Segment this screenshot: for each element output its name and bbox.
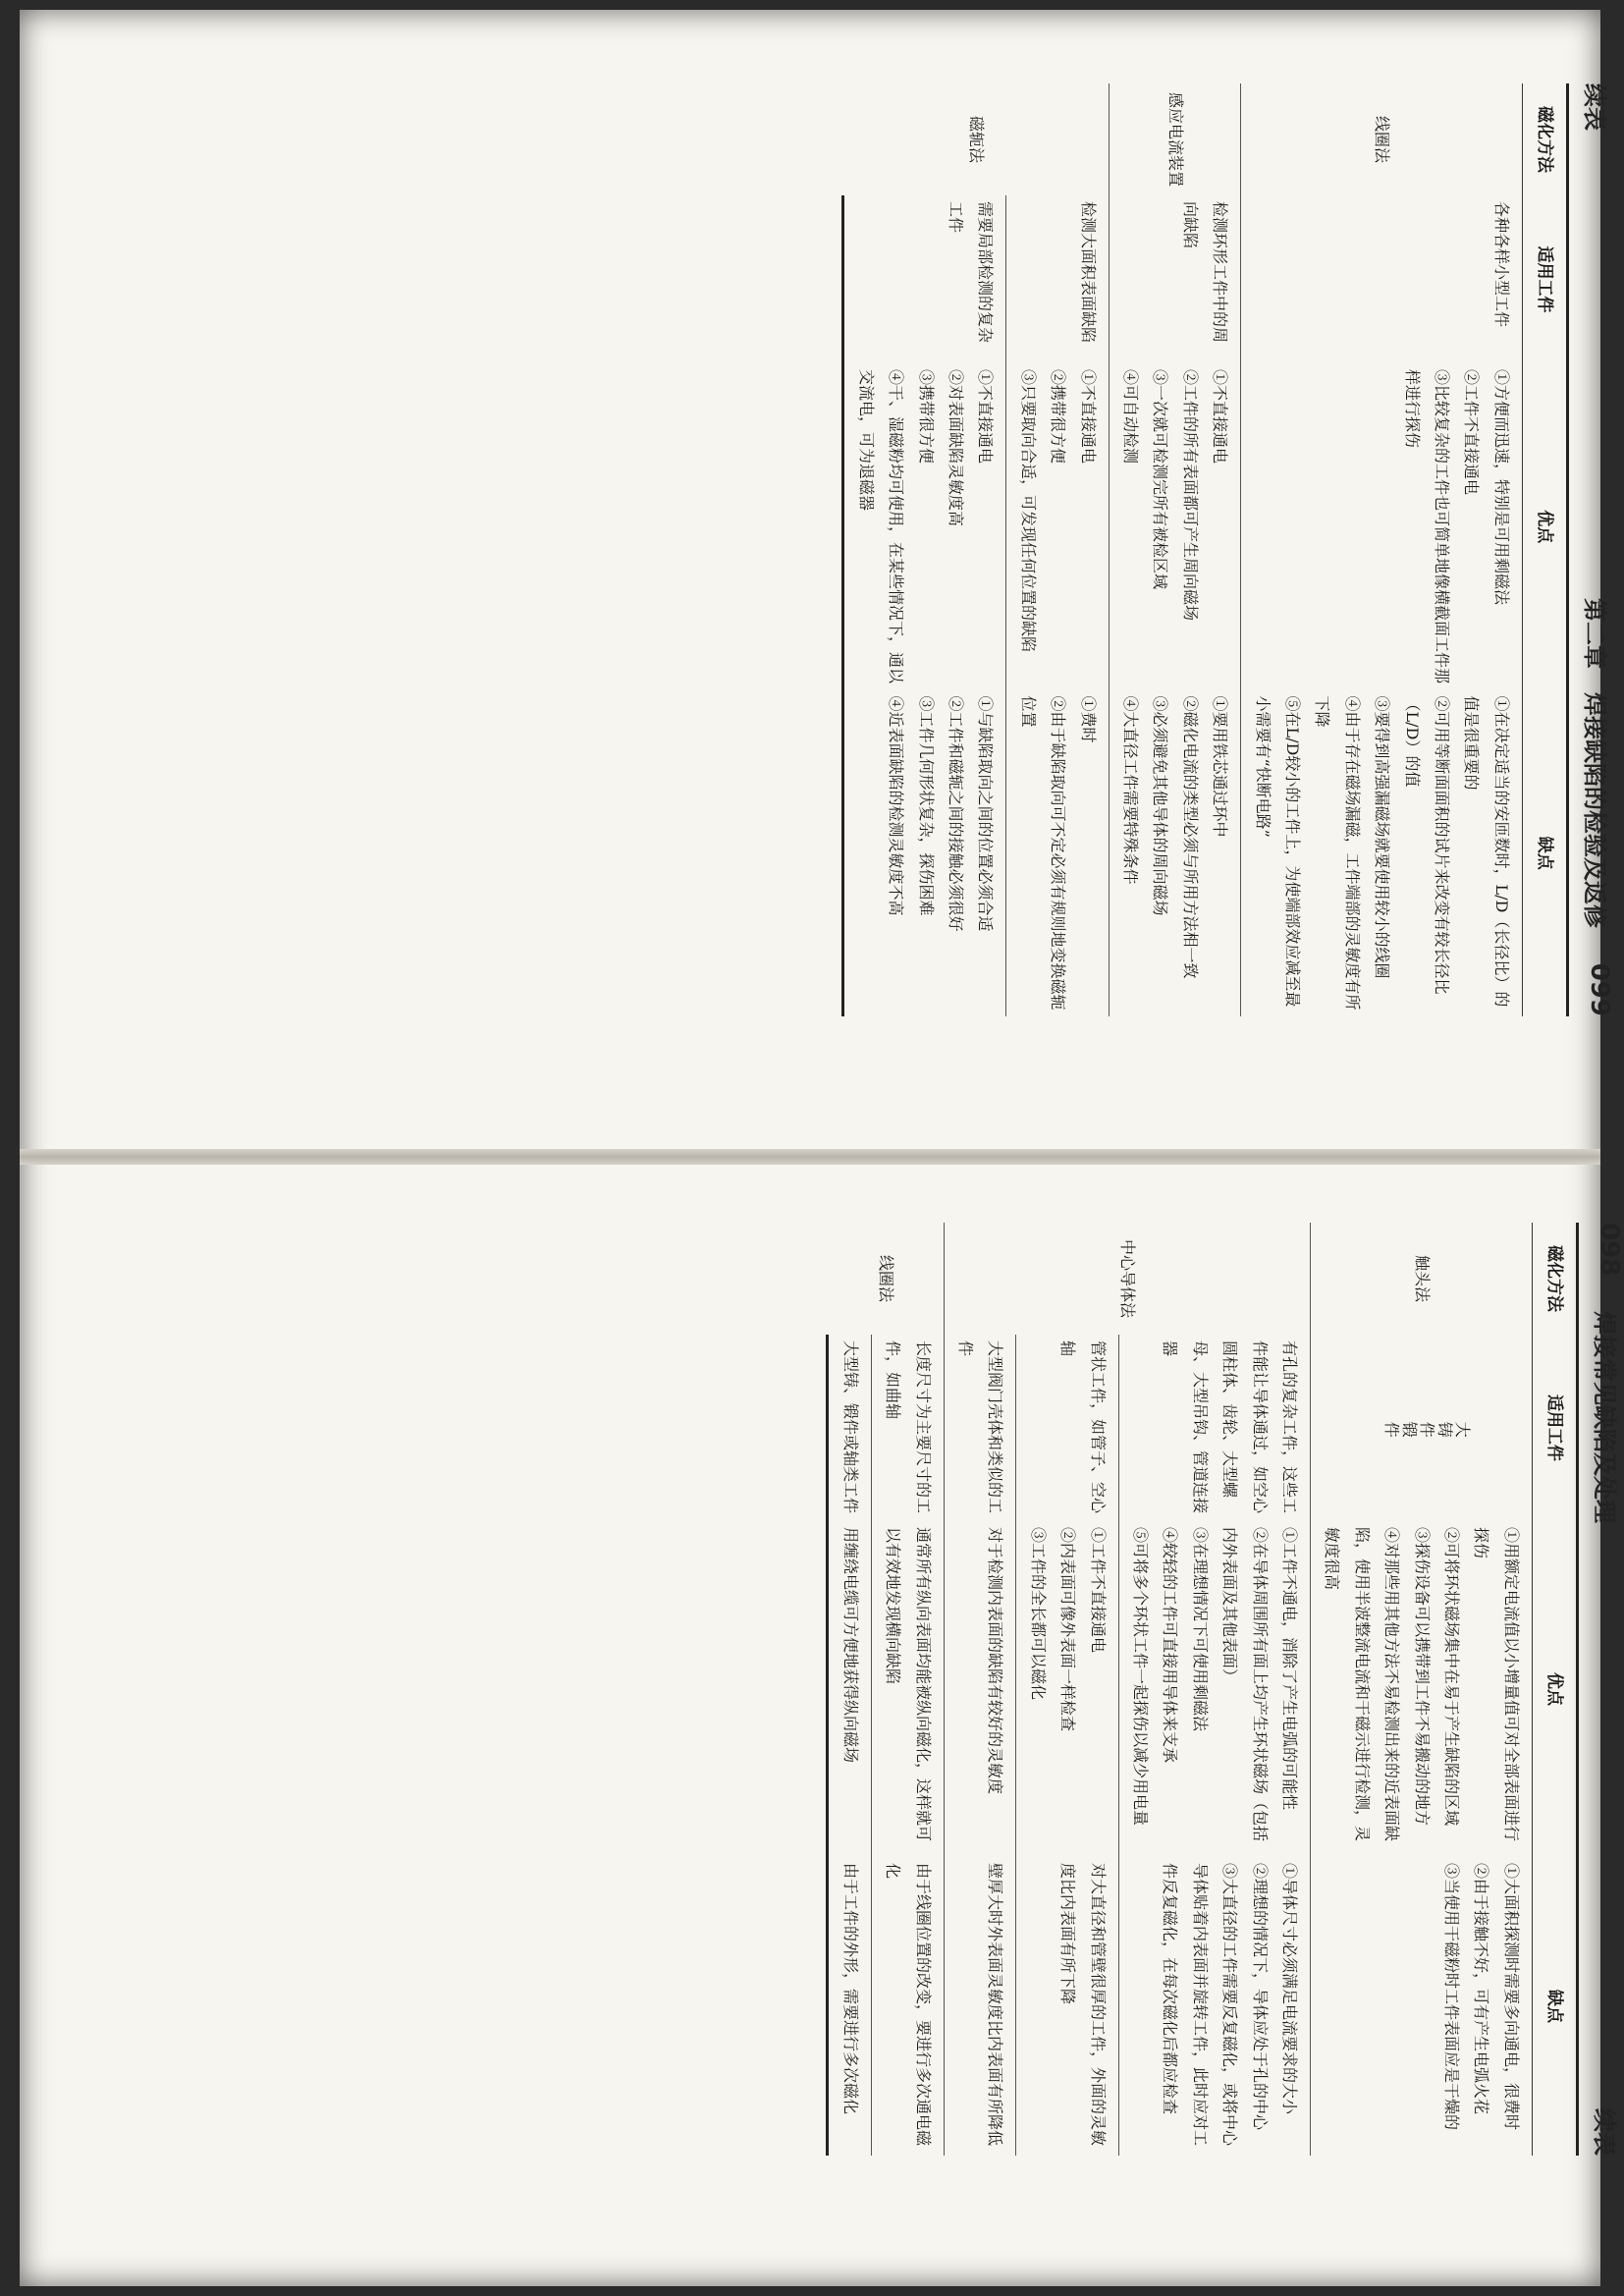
- advantage-item: ②对表面缺陷灵敏度高: [947, 369, 966, 527]
- disadvantage-item: ②理想的情况下，导体应处于孔的中心: [1250, 1863, 1270, 2131]
- col-header-disadvantages: 缺点: [1532, 1857, 1577, 2156]
- disadvantage-item: ②工件和磁轭之间的接触必须很好: [947, 695, 966, 932]
- table-row: [1241, 83, 1523, 1016]
- advantages-cell: [871, 1521, 944, 1857]
- disadvantage-item: ③要得到高强漏磁场就要使用较小的线圈: [1373, 695, 1392, 979]
- disadvantage-item: ②由于接触不好，可有产生电弧火花: [1472, 1863, 1491, 2115]
- disadvantage-item: ⑤在L/D较小的工件上，为使端部效应减至最小需要有“快断电路”: [1253, 695, 1302, 1008]
- disadvantages-cell: [1016, 1857, 1118, 2156]
- advantages-cell: [1241, 363, 1523, 690]
- disadvantage-item: ④大直径工件需要特殊条件: [1121, 695, 1141, 885]
- advantage-item: ③工件的全长都可以磁化: [1028, 1527, 1048, 1701]
- advantage-item: ③只要取向合适，可发现任何位置的缺陷: [1018, 369, 1038, 653]
- advantage-item: ③探伤设备可以携带到工件不易搬动的地方: [1412, 1527, 1432, 1827]
- disadvantage-item: ③工件几何形状复杂，探伤困难: [916, 695, 936, 916]
- workpiece-cell: [1310, 1335, 1532, 1521]
- disadvantage-item: ①要用铁芯通过环中: [1211, 695, 1230, 838]
- col-header-advantages: 优点: [1522, 363, 1567, 690]
- page-number: 099: [1585, 962, 1614, 1016]
- method-cell: 感应电流装置: [1109, 83, 1241, 195]
- disadvantage-item: ②由于缺陷取向可不定必须有规则地变换磁轭位置: [1018, 695, 1068, 1011]
- disadvantage-item: ①在决定适当的安匝数时，L/D（长径比）的值是很重要的: [1462, 695, 1511, 1008]
- page-number: 098: [1595, 1223, 1624, 1277]
- advantage-item: 通常所有纵向表面均能被纵向磁化，这样就可以有效地发现横向缺陷: [884, 1527, 933, 1842]
- col-header-disadvantages: 缺点: [1522, 690, 1567, 1017]
- col-header-workpiece: 适用工件: [1522, 195, 1567, 363]
- advantages-cell: [1006, 363, 1109, 690]
- advantage-item: ④可自动检测: [1121, 369, 1141, 465]
- workpiece-cell: 各种各样小型工件: [1241, 195, 1523, 363]
- disadvantages-cell: [843, 690, 1006, 1017]
- workpiece-cell: 有孔的复杂工件，这些工件能让导体通过，如空心圆柱体、齿轮、大型螺母、大型吊钩、管道连接器: [1118, 1335, 1310, 1521]
- method-cell: 磁轭法: [843, 83, 1109, 195]
- advantages-cell: [828, 1521, 871, 1857]
- advantage-item: 用缠绕电缆可方便地获得纵向磁场: [840, 1527, 860, 1764]
- workpiece-text: 大铸件锻件: [1381, 1419, 1471, 1439]
- disadvantages-cell: [828, 1857, 871, 2156]
- table-row: [1006, 83, 1109, 1016]
- disadvantages-cell: [1241, 690, 1523, 1017]
- advantage-item: ③携带很方便: [916, 369, 936, 465]
- table-row: [1118, 1223, 1310, 2156]
- book-title: 焊接常见缺陷及处理: [1591, 1311, 1618, 1523]
- magnetization-table-right: [842, 83, 1570, 1016]
- advantage-item: ②内表面可像外表面一样检查: [1058, 1527, 1078, 1732]
- advantage-item: ④较轻的工件可直接用导体来支承: [1161, 1527, 1180, 1764]
- table-row: [1016, 1223, 1118, 2156]
- method-cell: 中心导体法: [944, 1223, 1310, 1335]
- workpiece-cell: 管状工件，如管子、空心轴: [1016, 1335, 1118, 1521]
- disadvantage-item: ①费时: [1078, 695, 1098, 743]
- advantages-cell: [843, 363, 1006, 690]
- disadvantage-item: ③必须避免其他导体的周向磁场: [1151, 695, 1170, 916]
- method-cell: 触头法: [1310, 1223, 1532, 1335]
- advantage-item: ①方便而迅速，特别是可用剩磁法: [1491, 369, 1511, 606]
- table-row: [843, 83, 1006, 1016]
- advantages-cell: [1118, 1521, 1310, 1857]
- advantage-item: ⑤可将多个环状工件一起探伤以减少用电量: [1131, 1527, 1151, 1827]
- page-header-099: [1579, 83, 1618, 1016]
- advantage-item: ③一次就可检测完所有被检区域: [1151, 369, 1170, 590]
- advantage-item: ③在理想情况下可使用剩磁法: [1190, 1527, 1210, 1732]
- workpiece-cell: 大型阀门壳体和类似的工件: [944, 1335, 1016, 1521]
- disadvantages-cell: [1310, 1857, 1532, 2156]
- advantage-item: ③比较复杂的工件也可简单地像横截面工件那样进行探伤: [1402, 369, 1451, 684]
- disadvantage-item: ④近表面缺陷的检测灵敏度不高: [887, 695, 906, 916]
- continued-label: 续表: [1581, 83, 1608, 131]
- workpiece-cell: 长度尺寸为主要尺寸的工件，如曲轴: [871, 1335, 944, 1521]
- advantage-item: ①工件不直接通电: [1088, 1527, 1108, 1654]
- advantage-item: ④对那些用其他方法不易检测出来的近表面缺陷，使用半波整流电流和干磁示进行检测，灵敏度很高: [1323, 1527, 1402, 1842]
- advantage-item: ①用额定电流值以小增量值可对全部表面进行探伤: [1472, 1527, 1521, 1842]
- col-header-method: 磁化方法: [1522, 83, 1567, 195]
- page-header-098: [1589, 1223, 1624, 2156]
- col-header-method: 磁化方法: [1532, 1223, 1577, 1335]
- advantage-item: ④干、湿磁粉均可使用，在某些情况下，通以交流电，可为退磁器: [856, 369, 906, 684]
- disadvantage-item: 由于工件的外形，需要进行多次磁化: [840, 1863, 860, 2115]
- method-cell: 线圈法: [1241, 83, 1523, 195]
- disadvantage-item: ③大直径的工件需要反复磁化，或将中心导体贴着内表面并旋转工件，此时应对工件反复磁化，在每次磁化后都应检查: [1161, 1863, 1240, 2147]
- advantage-item: ②工件的所有表面都可产生周向磁场: [1180, 369, 1200, 622]
- table-row: [871, 1223, 944, 2156]
- workpiece-cell: 大型铸、锻件或轴类工件: [828, 1335, 871, 1521]
- table-row: [1310, 1223, 1532, 2156]
- disadvantage-item: 对大直径和管壁很厚的工件，外面的灵敏度比内表面有所下降: [1058, 1863, 1108, 2147]
- advantage-item: ②在导体周围所有面上均产生环状磁场（包括内外表面及其他表面）: [1220, 1527, 1270, 1842]
- advantage-item: ②工件不直接通电: [1462, 369, 1482, 496]
- advantage-item: ②可将环状磁场集中在易于产生缺陷的区域: [1441, 1527, 1461, 1827]
- disadvantage-item: ②可用等断面面积的试片来改变有较长径比（L/D）的值: [1402, 695, 1451, 995]
- disadvantages-cell: [1118, 1857, 1310, 2156]
- disadvantages-cell: [1006, 690, 1109, 1017]
- advantage-item: 对于检测内表面的缺陷有较好的灵敏度: [986, 1527, 1005, 1795]
- disadvantage-item: ②磁化电流的类型必须与所用方法相一致: [1180, 695, 1200, 979]
- advantages-cell: [1310, 1521, 1532, 1857]
- advantage-item: ②携带很方便: [1049, 369, 1068, 465]
- advantage-item: ①不直接通电: [1078, 369, 1098, 465]
- workpiece-cell: 检测环形工件中的周向缺陷: [1109, 195, 1241, 363]
- disadvantages-cell: [871, 1857, 944, 2156]
- workpiece-cell: 需要局部检测的复杂工件: [843, 195, 1006, 363]
- method-cell: 线圈法: [828, 1223, 944, 1335]
- magnetization-table-left: [827, 1223, 1580, 2156]
- page-099: [126, 25, 1624, 1075]
- table-row: [1109, 83, 1241, 1016]
- workpiece-cell: 检测大面积表面缺陷: [1006, 195, 1109, 363]
- disadvantage-item: ③当使用干磁粉时工件表面应是干燥的: [1441, 1863, 1461, 2131]
- advantage-item: ①不直接通电: [976, 369, 996, 465]
- disadvantages-cell: [1109, 690, 1241, 1017]
- disadvantage-item: 由于线圈位置的改变，要进行多次通电磁化: [884, 1863, 933, 2147]
- col-header-workpiece: 适用工件: [1532, 1335, 1577, 1521]
- page-098: [135, 1164, 1624, 2214]
- book-gutter: [20, 1149, 1600, 1165]
- table-row: [944, 1223, 1016, 2156]
- disadvantages-cell: [944, 1857, 1016, 2156]
- disadvantage-item: ①大面积探测时需要多向通电，很费时: [1501, 1863, 1521, 2131]
- advantages-cell: [1109, 363, 1241, 690]
- disadvantage-item: ①与缺陷取向之间的位置必须合适: [976, 695, 996, 932]
- disadvantage-item: 壁厚大时外表面灵敏度比内表面有所降低: [986, 1863, 1005, 2147]
- advantage-item: ①不直接通电: [1211, 369, 1230, 465]
- advantages-cell: [1016, 1521, 1118, 1857]
- advantages-cell: [944, 1521, 1016, 1857]
- disadvantage-item: ①导体尺寸必须满足电流要求的大小: [1279, 1863, 1299, 2115]
- chapter-title: 第二章 焊接缺陷的检验及返修: [1581, 598, 1608, 928]
- disadvantage-item: ④由于存在磁场漏磁，工件端部的灵敏度有所下降: [1313, 695, 1362, 1011]
- continued-label: 续表: [1591, 2108, 1618, 2156]
- table-row: [828, 1223, 871, 2156]
- book-spread: [20, 10, 1624, 2286]
- advantage-item: ①工件不通电，消除了产生电弧的可能性: [1279, 1527, 1299, 1811]
- col-header-advantages: 优点: [1532, 1521, 1577, 1857]
